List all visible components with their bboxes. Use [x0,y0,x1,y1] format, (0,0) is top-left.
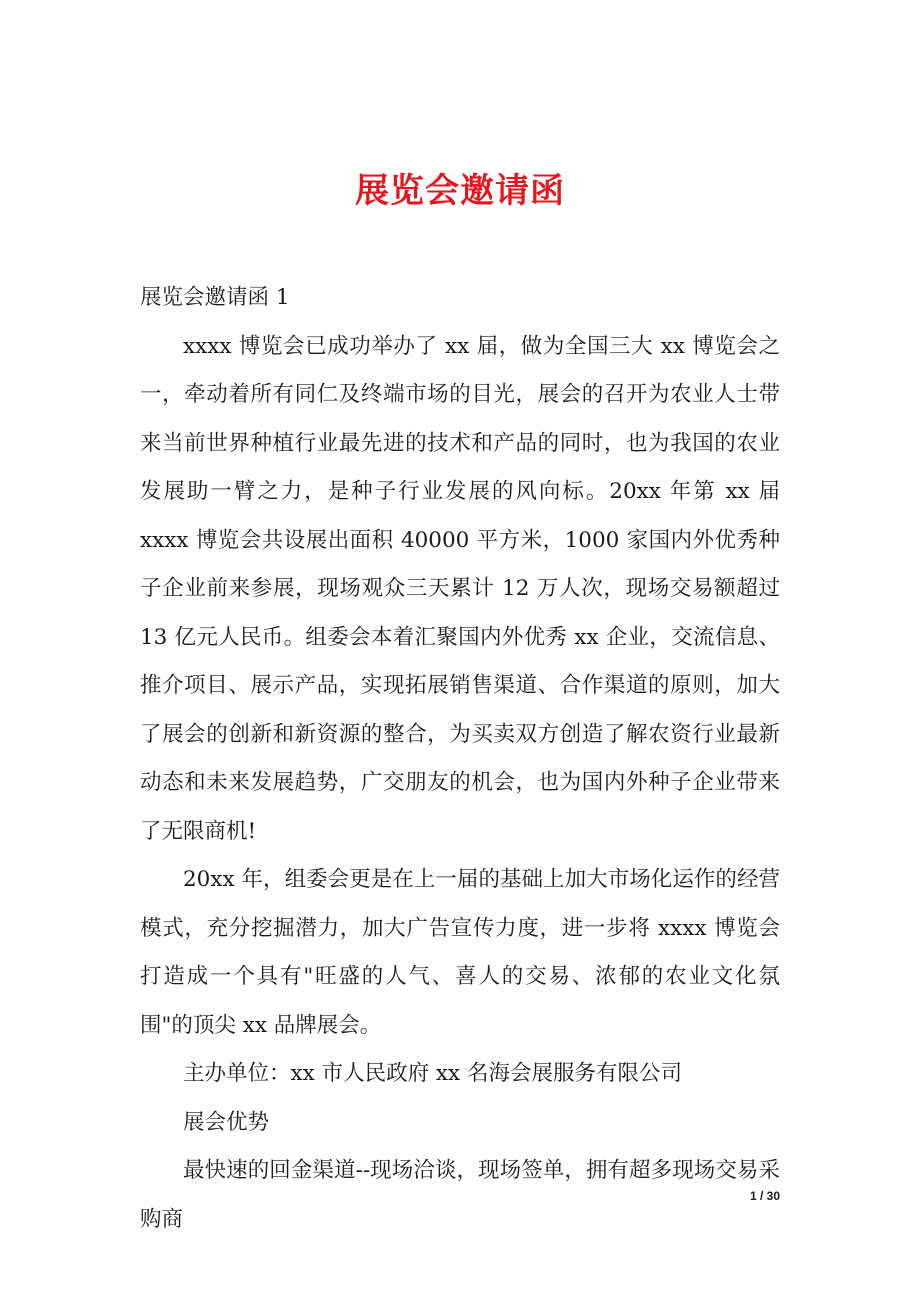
page-indicator: 1 / 30 [749,1189,780,1203]
paragraph-organizer: 主办单位：xx 市人民政府 xx 名海会展服务有限公司 [183,1061,683,1086]
paragraph-intro: xxxx 博览会已成功举办了 xx 届，做为全国三大 xx 博览会之一，牵动着所有同仁及终端市场的目光，展会的召开为农业人士带来当前世界种植行业最先进的技术和产品的同时，也为我国的农业发展助一臂之力，是种子行业发展的风向标。20xx 年第 xx 届 xxxx 博览会共设展出面积 40000 平方米，1000 家国内外优秀种子企业前来参展，现场观众三天累计 12 万人次，现场交易额超过 13 亿元人民币。组委会本着汇聚国内外优秀 xx 企业，交流信息、推介项目、展示产品，实现拓展销售渠道、合作渠道的原则，加大了展会的创新和新资源的整合，为买卖双方创造了解农资行业最新动态和未来发展趋势，广交朋友的机会，也为国内外种子企业带来了无限商机! [140,333,780,844]
paragraph-plan: 20xx 年，组委会更是在上一届的基础上加大市场化运作的经营模式，充分挖掘潜力，加大广告宣传力度，进一步将 xxxx 博览会打造成一个具有"旺盛的人气、喜人的交易、浓郁的农业文化氛围"的顶尖 xx 品牌展会。 [140,867,780,1038]
paragraph-advantage-item: 最快速的回金渠道--现场洽谈，现场签单，拥有超多现场交易采购商 [140,1158,780,1232]
document-title: 展览会邀请函 [355,170,565,211]
document-body [140,274,780,1244]
section-heading: 展览会邀请函 1 [140,285,290,310]
paragraph-advantages-heading: 展会优势 [183,1109,270,1135]
